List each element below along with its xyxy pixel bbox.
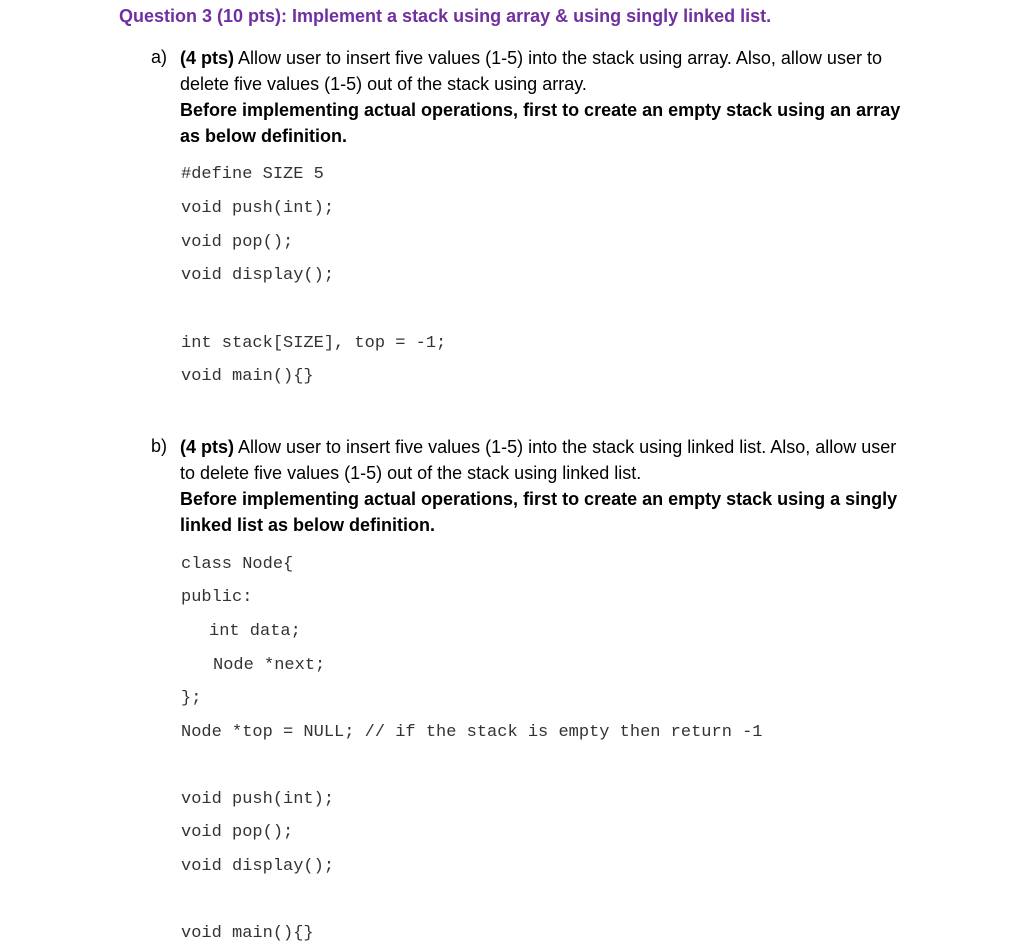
code-line: void main(){}: [181, 367, 314, 386]
code-line: void push(int);: [181, 790, 335, 809]
part-b-description: [180, 434, 910, 538]
part-b-label: b): [151, 436, 168, 456]
code-line: void display();: [181, 857, 335, 876]
code-line: void push(int);: [181, 199, 335, 218]
code-line: int stack[SIZE], top = -1;: [181, 334, 447, 353]
code-line: public:: [181, 588, 253, 607]
question-title: Question 3 (10 pts): Implement a stack using array & using singly linked list.: [119, 6, 772, 26]
code-line: void main(){}: [181, 924, 314, 943]
code-line: void pop();: [181, 233, 294, 252]
part-a-points: (4 pts): [180, 48, 234, 68]
code-line: void display();: [181, 266, 335, 285]
part-a-text: Allow user to insert five values (1-5) into the stack using array. Also, allow user to delete five values (1-5) out of the stack using array.: [180, 48, 882, 94]
code-line: Node *next;: [213, 656, 326, 675]
part-a-bold-instruction: Before implementing actual operations, first to create an empty stack using an array as below definition.: [180, 100, 901, 146]
code-line: int data;: [209, 622, 301, 641]
code-line: Node *top = NULL; // if the stack is empty then return -1: [181, 723, 763, 742]
part-a-description: [180, 45, 910, 149]
part-b-text: Allow user to insert five values (1-5) into the stack using linked list. Also, allow user to delete five values (1-5) out of the stack using linked list.: [180, 437, 897, 483]
code-line: #define SIZE 5: [181, 165, 324, 184]
part-b-bold-instruction: Before implementing actual operations, first to create an empty stack using a singly linked list as below definition.: [180, 489, 898, 535]
part-b-points: (4 pts): [180, 437, 234, 457]
part-a-label: a): [151, 47, 168, 67]
code-line: void pop();: [181, 823, 294, 842]
code-line: class Node{: [181, 555, 294, 574]
code-line: };: [181, 689, 202, 708]
